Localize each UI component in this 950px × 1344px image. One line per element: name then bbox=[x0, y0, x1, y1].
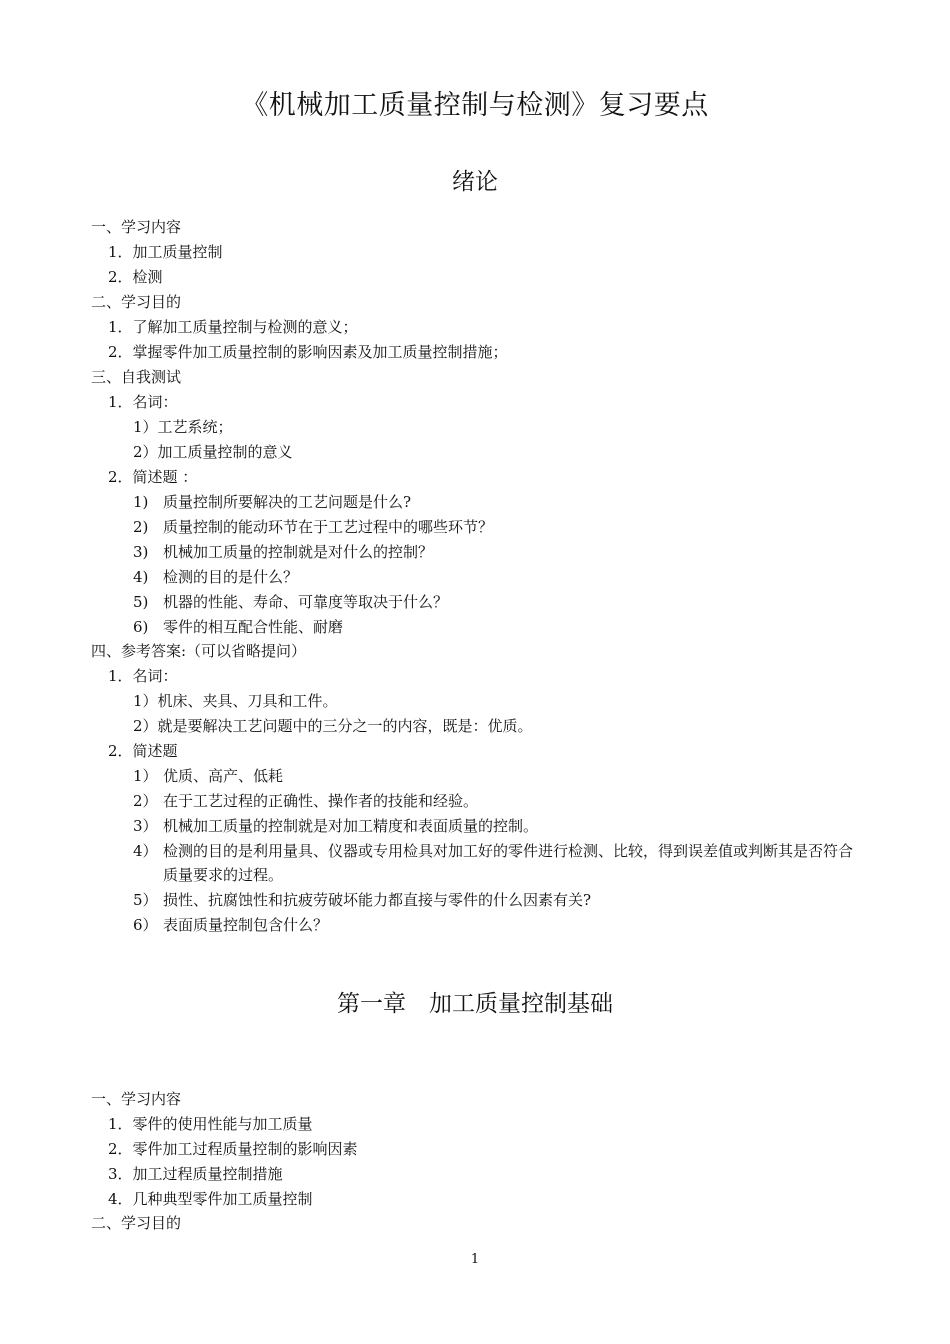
list-item: 2）就是要解决工艺问题中的三分之一的内容，既是：优质。 bbox=[133, 717, 533, 735]
list-item: 2．零件加工过程质量控制的影响因素 bbox=[108, 1140, 358, 1158]
item-number: 2) bbox=[133, 518, 149, 536]
intro-study-content-label: 一、学习内容 bbox=[91, 218, 182, 236]
list-item bbox=[133, 791, 478, 811]
item-number: 2） bbox=[133, 792, 158, 810]
document-title: 《机械加工质量控制与检测》复习要点 bbox=[241, 90, 709, 121]
intro-self-test-label: 三、自我测试 bbox=[91, 368, 182, 386]
list-item: 1．加工质量控制 bbox=[108, 243, 223, 261]
item-text: 检测的目的是利用量具、仪器或专用检具对加工好的零件进行检测、比较，得到误差值或判断其是否符合质量要求的过程。 bbox=[163, 842, 854, 884]
intro-answers-label: 四、参考答案:（可以省略提问） bbox=[91, 642, 307, 660]
item-number: 5） bbox=[133, 891, 158, 909]
list-item bbox=[133, 890, 591, 910]
list-item bbox=[133, 841, 863, 887]
item-number: 6) bbox=[133, 618, 149, 636]
list-item: 2．检测 bbox=[108, 268, 163, 286]
item-text: 检测的目的是什么？ bbox=[163, 568, 299, 586]
list-item: 2）加工质量控制的意义 bbox=[133, 443, 293, 461]
list-item bbox=[133, 915, 328, 935]
list-item: 3．加工过程质量控制措施 bbox=[108, 1165, 283, 1183]
list-item: 1．零件的使用性能与加工质量 bbox=[108, 1115, 313, 1133]
page-number: 1 bbox=[470, 1252, 480, 1267]
item-number: 4) bbox=[133, 568, 149, 586]
item-text: 表面质量控制包含什么？ bbox=[163, 916, 329, 934]
answers-terms-label: 1．名词： bbox=[108, 667, 178, 685]
chapter1-heading: 第一章 加工质量控制基础 bbox=[337, 991, 613, 1017]
intro-study-goal-label: 二、学习目的 bbox=[91, 293, 182, 311]
chapter1-study-goal-label: 二、学习目的 bbox=[91, 1214, 182, 1232]
list-item bbox=[133, 492, 411, 512]
intro-heading: 绪论 bbox=[452, 169, 498, 195]
list-item: 1．了解加工质量控制与检测的意义； bbox=[108, 318, 358, 336]
list-item bbox=[133, 542, 433, 562]
list-item: 1）工艺系统； bbox=[133, 418, 233, 436]
list-item bbox=[133, 592, 448, 612]
list-item: 2．掌握零件加工质量控制的影响因素及加工质量控制措施； bbox=[108, 343, 508, 361]
list-item bbox=[133, 517, 493, 537]
list-item bbox=[133, 567, 298, 587]
item-number: 1) bbox=[133, 493, 149, 511]
item-text: 机器的性能、寿命、可靠度等取决于什么？ bbox=[163, 593, 449, 611]
item-number: 6） bbox=[133, 916, 158, 934]
list-item bbox=[133, 816, 538, 836]
item-text: 机械加工质量的控制就是对什么的控制？ bbox=[163, 543, 434, 561]
item-number: 4） bbox=[133, 842, 158, 860]
answers-short-label: 2．简述题 bbox=[108, 742, 178, 760]
chapter1-study-content-label: 一、学习内容 bbox=[91, 1090, 182, 1108]
item-text: 质量控制所要解决的工艺问题是什么? bbox=[163, 493, 412, 511]
item-text: 在于工艺过程的正确性、操作者的技能和经验。 bbox=[163, 792, 479, 810]
item-text: 质量控制的能动环节在于工艺过程中的哪些环节？ bbox=[163, 518, 494, 536]
self-test-short-label: 2．简述题 ： bbox=[108, 468, 198, 486]
item-text: 损性、抗腐蚀性和抗疲劳破坏能力都直接与零件的什么因素有关? bbox=[163, 891, 592, 909]
item-text: 优质、高产、低耗 bbox=[163, 767, 284, 785]
item-text: 零件的相互配合性能、耐磨 bbox=[163, 618, 344, 636]
item-number: 5) bbox=[133, 593, 149, 611]
item-number: 1） bbox=[133, 767, 158, 785]
list-item bbox=[133, 766, 283, 786]
list-item bbox=[133, 617, 343, 637]
item-number: 3) bbox=[133, 543, 149, 561]
list-item: 1）机床、夹具、刀具和工件。 bbox=[133, 692, 338, 710]
self-test-terms-label: 1．名词： bbox=[108, 393, 178, 411]
list-item: 4．几种典型零件加工质量控制 bbox=[108, 1190, 313, 1208]
item-text: 机械加工质量的控制就是对加工精度和表面质量的控制。 bbox=[163, 817, 539, 835]
item-number: 3） bbox=[133, 817, 158, 835]
